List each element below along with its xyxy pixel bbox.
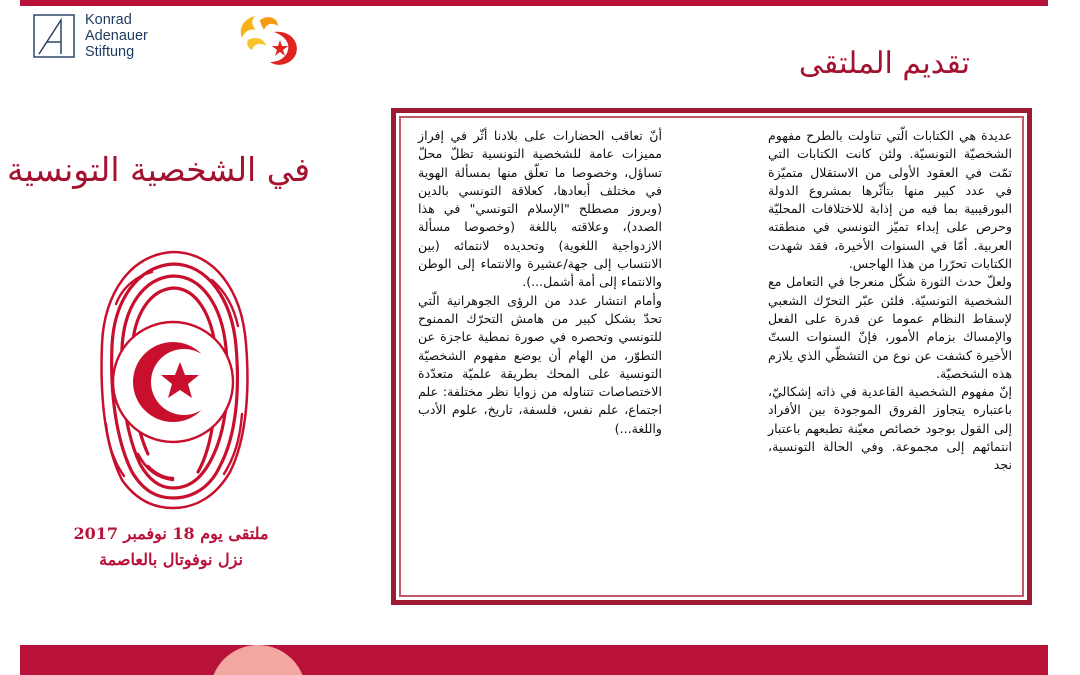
- intro-title: تقديم الملتقى: [798, 46, 970, 81]
- article-paragraph: عديدة هي الكتابات الّتي تناولت بالطرح مفهوم الشخصيّة التونسيّة. ولئن كانت الكتابات التي تمّت في العقود الأولى من الاستقلال متميّزة في عدد كبير منها بتأثّرها بمشروع الدولة البورقيبية بما فيه من إذابة للاختلافات المحليّة وحرص على إبداء تميّز التونسي في منطقته العربية. أمّا في السنوات الأخيرة، فقد شهدت الكتابات تحرّرا من هذا الهاجس.: [768, 128, 1012, 272]
- kas-line-3: Stiftung: [85, 44, 135, 60]
- partner-logo-icon: [234, 10, 306, 70]
- article-paragraph: أنّ تعاقب الحضارات على بلادنا أثّر في إفراز مميزات عامة للشخصية التونسية تظلّ محلّ تساؤل، وخصوصا ما تعلّق منها بمسألة الهوية في مختلف أبعادها، كعلاقة التونسي بالدين (وبروز مصطلح "الإسلام التونسي" في هذا الصدد)، وعلاقته باللغة (وخصوصا مسألة الازدواجية اللغوية) وتحديده لانتمائه (بين الانتساب إلى جهة/عشيرة والانتماء إلى الوطن والانتماء إلى أمة أشمل...).: [418, 128, 662, 290]
- kas-wordmark: [85, 12, 148, 60]
- article-paragraph: وأمام انتشار عدد من الرؤى الجوهرانية الّتي تحدّ بشكل كبير من هامش التحرّك الممنوح للتونسي وتحصره في صورة نمطية عاجزة عن التطوّر، من الهام أن يوضع مفهوم الشخصيّة التونسية على المحك بطريقة علميّة متعدّدة الاختصاصات تتناوله من زوايا نظر مختلفة: علم اجتماع، علم نفس، فلسفة، تاريخ، علوم الأدب واللغة...): [418, 292, 662, 436]
- event-venue: نزل نوفوتال بالعاصمة: [99, 550, 243, 569]
- main-title: في الشخصية التونسية: [7, 150, 310, 189]
- top-accent-bar: [20, 0, 1048, 6]
- article-column-right: [768, 127, 1012, 475]
- fingerprint-flag-icon: [92, 244, 254, 512]
- kas-line-1: Konrad: [85, 12, 132, 28]
- article-column-left: [418, 127, 662, 438]
- kas-line-2: Adenauer: [85, 28, 148, 44]
- event-date: ملتقى يوم 18 نوفمبر 2017: [73, 524, 269, 543]
- bottom-decor-circle: [210, 645, 306, 675]
- bottom-accent-bar: [20, 645, 1048, 675]
- kas-emblem-icon: [33, 14, 75, 58]
- article-paragraph: ولعلّ حدث الثورة شكّل منعرجا في التعامل مع الشخصية التونسيّة. فلئن عبّر التحرّك الشعبي لإسقاط النظام عموما عن قدرة على الفعل والإمساك بزمام الأمور، فإنّ السنوات الستّ الأخيرة كشفت عن نوع من التشظّي الذي يلازم هذه الشخصيّة.: [768, 274, 1012, 381]
- kas-logo: [33, 14, 183, 62]
- article-paragraph: إنّ مفهوم الشخصية القاعدية في ذاته إشكاليّ، باعتباره يتجاوز الفروق الموجودة بين الأفراد إلى القول بوجود خصائص معيّنة تطبعهم باعتبار انتمائهم إلى مجموعة. وفي الحالة التونسية، نجد: [768, 384, 1012, 473]
